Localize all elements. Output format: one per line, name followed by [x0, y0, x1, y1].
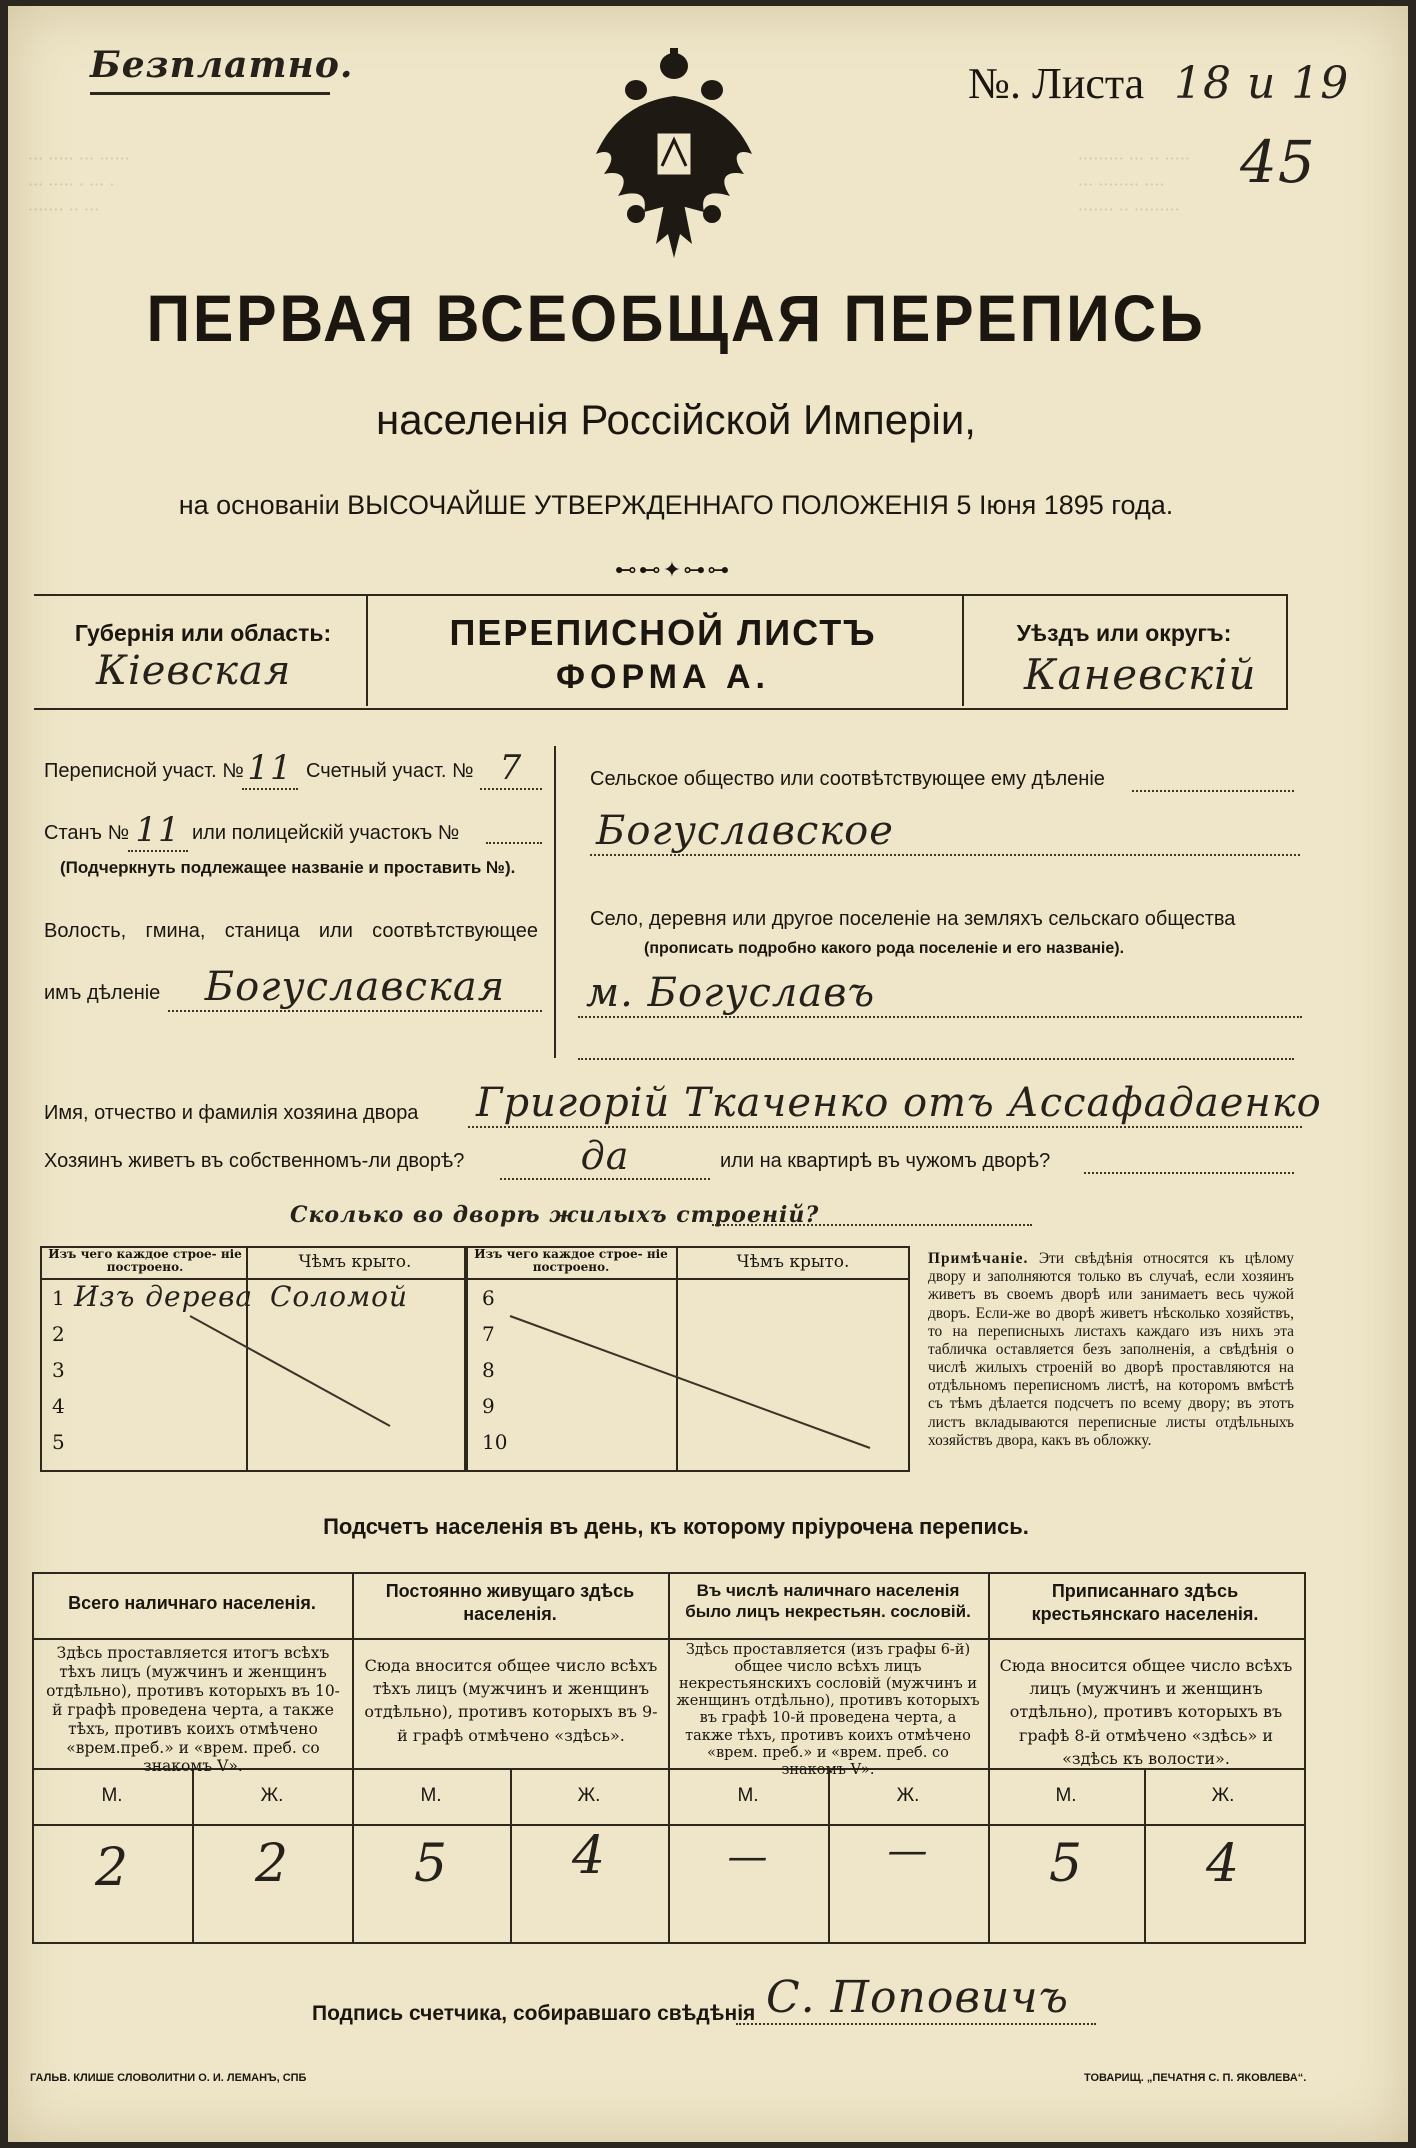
form-subtitle: ФОРМА А. — [555, 658, 771, 696]
count-col-desc: Здѣсь проставляется итогъ всѣхъ тѣхъ лицъ (мужчинъ и женщинъ отдѣльно), противъ которыхъ въ 10-й графѣ проведена черта, а также тѣхъ, противъ коихъ отмѣчено «врем.преб.» и «врем. преб. со знакомъ V». — [46, 1644, 340, 1776]
gubernia-value: Кіевская — [96, 648, 292, 694]
male-label: М. — [420, 1785, 442, 1806]
village-line-2 — [578, 1058, 1294, 1060]
count-female-value: — — [887, 1828, 929, 1874]
census-district-value: 11 — [242, 748, 298, 790]
female-label: Ж. — [260, 1785, 284, 1806]
owner-lives-alt: или на квартирѣ въ чужомъ дворѣ? — [720, 1150, 1051, 1172]
buildings-row-number: 5 — [52, 1430, 65, 1454]
building-material: Изъ дерева — [74, 1280, 254, 1313]
count-male-value: 2 — [94, 1838, 130, 1898]
buildings-row-number: 4 — [52, 1394, 65, 1418]
count-female-value: 2 — [254, 1834, 290, 1894]
building-roof: Соломой — [270, 1280, 409, 1313]
buildings-label: Сколько во дворѣ жилыхъ строеній? — [290, 1202, 820, 1228]
count-female-value: 4 — [571, 1826, 607, 1886]
count-col-desc: Здѣсь проставляется (изъ графы 6-й) общее число всѣхъ лицъ некрестьянскихъ сословій (мужчинъ и женщинъ отдѣльно), противъ которыхъ въ графѣ 10-й проведена черта, а также тѣхъ, противъ коихъ отмѣчено «врем. преб.» и «врем. преб. со знакомъ V». — [676, 1642, 980, 1778]
ornament-divider: ⊷⊷✦⊶⊶ — [614, 558, 732, 583]
note-title: Примѣчаніе. — [928, 1250, 1029, 1267]
female-label: Ж. — [896, 1785, 920, 1806]
male-label: М. — [1055, 1785, 1077, 1806]
owner-name-label: Имя, отчество и фамилія хозяина двора — [44, 1102, 419, 1124]
volost-label: Волость, гмина, станица или соотвѣтствующее — [44, 920, 538, 942]
buildings-col4-header: Чѣмъ крыто. — [736, 1252, 850, 1272]
stan-value: 11 — [128, 810, 188, 852]
imperial-eagle-emblem — [574, 44, 774, 264]
sheet-number-extra: 45 — [1240, 128, 1316, 196]
buildings-row-number: 10 — [482, 1430, 508, 1454]
society-value: Богуславское — [590, 808, 1300, 856]
divider — [90, 92, 330, 95]
signature-value: С. Поповичъ — [736, 1972, 1096, 2025]
count-col-head: Постоянно живущаго здѣсь населенія. — [385, 1581, 635, 1624]
male-label: М. — [101, 1785, 123, 1806]
owner-lives-label: Хозяинъ живетъ въ собственномъ-ли дворѣ? — [44, 1150, 465, 1172]
count-col-head: Приписаннаго здѣсь крестьянскаго населенія. — [1031, 1581, 1259, 1624]
bleed-through-text: ········· ··· ·· ····· ··· ········ ···· ······· ·· ········· — [1078, 149, 1190, 220]
count-female-value: 4 — [1205, 1834, 1241, 1894]
stan-label: Станъ № — [44, 822, 130, 844]
owner-name-value: Григорій Ткаченко отъ Ассафадаенко — [468, 1080, 1302, 1128]
free-label: Безплатно. — [90, 44, 354, 86]
buildings-row-number: 7 — [482, 1322, 495, 1346]
uezd-value: Каневскій — [1024, 650, 1257, 699]
empty-rows-strike — [40, 1246, 910, 1470]
buildings-col1-header: Изъ чего каждое строе- ніе построено. — [48, 1247, 242, 1275]
male-label: М. — [737, 1785, 759, 1806]
female-label: Ж. — [577, 1785, 601, 1806]
buildings-row-number: 1 — [52, 1286, 65, 1310]
buildings-col2-header: Чѣмъ крыто. — [298, 1252, 412, 1272]
buildings-row-number: 8 — [482, 1358, 495, 1382]
gubernia-label: Губернія или область: — [74, 620, 332, 646]
uezd-label: Уѣздъ или округъ: — [1016, 620, 1232, 646]
legal-basis: на основаніи ВЫСОЧАЙШЕ УТВЕРЖДЕННАГО ПОЛОЖЕНІЯ 5 Іюня 1895 года. — [178, 490, 1174, 520]
page-subtitle: населенія Россійской Имперіи, — [376, 396, 976, 443]
count-district-label: Счетный участ. № — [306, 760, 474, 782]
count-col-desc: Сюда вносится общее число всѣхъ тѣхъ лицъ (мужчинъ и женщинъ отдѣльно), противъ которыхъ въ 9-й графѣ отмѣчено «здѣсь». — [364, 1656, 658, 1745]
volost-label-2: имъ дѣленіе — [44, 982, 161, 1004]
note — [928, 1250, 1294, 1450]
page-title: ПЕРВАЯ ВСЕОБЩАЯ ПЕРЕПИСЬ — [146, 281, 1206, 355]
underline-note: (Подчеркнуть подлежащее названіе и проставить №). — [60, 858, 516, 877]
society-label: Сельское общество или соотвѣтствующее ему дѣленіе — [590, 768, 1105, 790]
sheet-number-label: №. Листа — [968, 59, 1145, 108]
footer-printer-left: ГАЛЬВ. КЛИШЕ СЛОВОЛИТНИ О. И. ЛЕМАНЪ, СПБ — [30, 2072, 307, 2084]
society-line — [1132, 790, 1294, 792]
census-sheet — [8, 6, 1408, 2142]
form-title: ПЕРЕПИСНОЙ ЛИСТЪ — [449, 612, 877, 653]
footer-printer-right: ТОВАРИЩ. „ПЕЧАТНЯ С. П. ЯКОВЛЕВА“. — [1084, 2072, 1307, 2084]
count-col-head: Всего наличнаго населенія. — [68, 1593, 316, 1613]
count-male-value: 5 — [413, 1834, 449, 1894]
signature-label: Подпись счетчика, собиравшаго свѣдѣнія — [312, 2002, 756, 2025]
village-label: Село, деревня или другое поселеніе на земляхъ сельскаго общества — [590, 908, 1236, 930]
police-label: или полицейскій участокъ № — [192, 822, 460, 844]
female-label: Ж. — [1211, 1785, 1235, 1806]
buildings-row-number: 2 — [52, 1322, 65, 1346]
volost-value: Богуславская — [168, 964, 542, 1012]
note-text: Эти свѣдѣнія относятся къ цѣлому двору и заполняются только въ случаѣ, если хозяинъ живетъ въ своемъ дворѣ или занимаетъ весь чужой дворъ. Если-же во дворѣ живетъ нѣсколько хозяйствъ, то на переписныхъ листахъ каждаго изъ нихъ эта табличка оставляется безъ заполненія, а свѣдѣнія о числѣ жилыхъ строеній во дворѣ проставляются на отдѣльномъ переписномъ листѣ, на которомъ вмѣстѣ съ тѣмъ дѣлается подсчетъ по всему двору; въ этотъ листъ вкладываются переписные листы отдѣльныхъ хозяйствъ двора, какъ въ обложку. — [928, 1250, 1294, 1449]
buildings-row-number: 9 — [482, 1394, 495, 1418]
buildings-row-number: 3 — [52, 1358, 65, 1382]
sheet-number-value: 18 и 19 — [1174, 58, 1350, 109]
census-district-label: Переписной участ. № — [44, 760, 244, 782]
owner-lives-value: да — [500, 1134, 710, 1180]
count-male-value: 5 — [1048, 1834, 1084, 1894]
buildings-col3-header: Изъ чего каждое строе- ніе построено. — [474, 1247, 668, 1275]
village-note: (прописать подробно какого рода поселеніе и его названіе). — [644, 940, 1125, 957]
count-title: Подсчетъ населенія въ день, къ которому пріурочена перепись. — [323, 1514, 1029, 1539]
police-value-line — [486, 842, 542, 844]
village-value: м. Богуславъ — [578, 970, 1302, 1018]
buildings-row-number: 6 — [482, 1286, 495, 1310]
count-male-value: — — [727, 1834, 769, 1880]
bleed-through-text: ··· ····· ··· ······ ··· ····· · ··· · ······· ·· ··· — [28, 149, 130, 220]
count-district-value: 7 — [480, 748, 542, 790]
count-col-desc: Сюда вносится общее число всѣхъ лицъ (мужчинъ и женщинъ отдѣльно), противъ которыхъ въ графѣ 8-й отмѣчено «здѣсь» и «здѣсь къ волости». — [999, 1656, 1293, 1768]
count-col-head: Въ числѣ наличнаго населенія было лицъ некрестьян. сословій. — [685, 1581, 971, 1622]
